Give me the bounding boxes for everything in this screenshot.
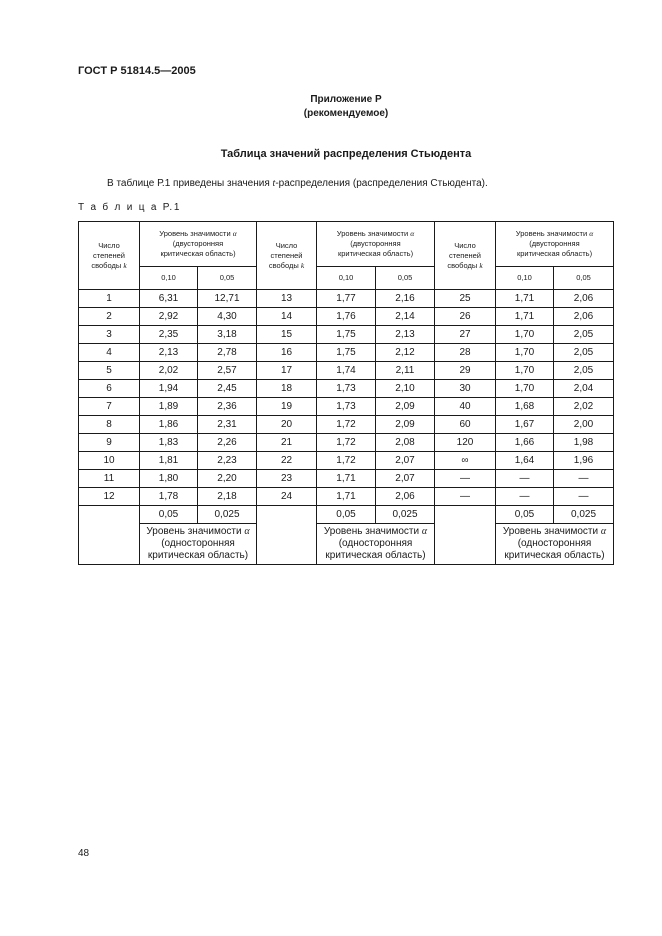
table-cell: 23 (257, 470, 317, 488)
subheader-alpha-010: 0,10 (496, 267, 554, 290)
table-cell: 2,12 (376, 344, 435, 362)
table-cell: — (554, 488, 614, 506)
k-var: k (300, 260, 305, 270)
table-cell: 1,71 (496, 290, 554, 308)
footer-alpha-a: 0,05 (140, 506, 198, 524)
table-cell: 18 (257, 380, 317, 398)
header-degrees-freedom-3 (435, 222, 496, 290)
table-cell: 1 (79, 290, 140, 308)
footer-alpha-a: 0,05 (496, 506, 554, 524)
foot-line3: критическая область) (147, 550, 249, 561)
footer-significance-one-sided (140, 524, 257, 565)
table-cell: 16 (257, 344, 317, 362)
table-cell: 6 (79, 380, 140, 398)
table-cell: 1,96 (554, 452, 614, 470)
level-line1: Уровень значимости (336, 229, 409, 238)
table-cell: 21 (257, 434, 317, 452)
section-title: Таблица значений распределения Стьюдента (220, 148, 472, 160)
table-cell: 2,07 (376, 452, 435, 470)
table-cell: 2,06 (554, 308, 614, 326)
level-line1: Уровень значимости (159, 229, 231, 238)
intro-before: В таблице Р.1 приведены значения (107, 178, 273, 189)
table-cell: 1,75 (317, 326, 376, 344)
table-cell: 2,02 (554, 398, 614, 416)
table-row (79, 362, 614, 380)
table-cell: 40 (435, 398, 496, 416)
table-cell: 1,71 (317, 470, 376, 488)
table-cell: 15 (257, 326, 317, 344)
table-cell: 2,05 (554, 344, 614, 362)
table-row (79, 344, 614, 362)
table-cell: 1,73 (317, 380, 376, 398)
foot-line1: Уровень значимости (146, 526, 242, 537)
k-label-line1: Число (275, 240, 298, 250)
table-row (79, 308, 614, 326)
foot-line3: критическая область) (504, 550, 605, 561)
table-cell: 26 (435, 308, 496, 326)
table-footer-label-row (79, 524, 614, 565)
table-row (79, 470, 614, 488)
k-label-line2: степеней (270, 250, 303, 260)
table-cell: 2,00 (554, 416, 614, 434)
table-cell: 3,18 (198, 326, 257, 344)
footer-empty-cell (79, 506, 140, 565)
table-cell: 2,06 (554, 290, 614, 308)
level-line3: критическая область) (516, 249, 593, 258)
table-cell: 2,08 (376, 434, 435, 452)
table-cell: 1,74 (317, 362, 376, 380)
table-cell: 1,71 (317, 488, 376, 506)
table-cell: 120 (435, 434, 496, 452)
header-significance-two-sided-2 (317, 222, 435, 267)
table-cell: — (435, 470, 496, 488)
table-cell: 60 (435, 416, 496, 434)
table-cell: 11 (79, 470, 140, 488)
page-number: 48 (78, 848, 90, 859)
alpha-symbol: α (589, 229, 594, 238)
table-cell: 1,72 (317, 416, 376, 434)
table-cell: 1,68 (496, 398, 554, 416)
table-cell: 2,92 (140, 308, 198, 326)
footer-significance-one-sided (496, 524, 614, 565)
table-cell: 1,72 (317, 452, 376, 470)
foot-line2: (односторонняя (517, 538, 592, 549)
table-cell: 1,70 (496, 344, 554, 362)
table-cell: 2,35 (140, 326, 198, 344)
table-cell: 4,30 (198, 308, 257, 326)
k-label-line1: Число (454, 240, 476, 250)
table-cell: 1,89 (140, 398, 198, 416)
table-cell: 1,73 (317, 398, 376, 416)
table-cell: 2,14 (376, 308, 435, 326)
header-significance-two-sided-3 (496, 222, 614, 267)
footer-alpha-a: 0,05 (317, 506, 376, 524)
table-cell: 1,94 (140, 380, 198, 398)
level-line3: критическая область) (337, 249, 414, 258)
foot-line2: (односторонняя (338, 538, 413, 549)
table-cell: — (496, 470, 554, 488)
table-cell: 2,20 (198, 470, 257, 488)
table-cell: 2,45 (198, 380, 257, 398)
k-var: k (123, 260, 127, 270)
document-header: ГОСТ Р 51814.5—2005 (78, 65, 196, 77)
header-significance-two-sided-1 (140, 222, 257, 267)
level-line2: (двусторонняя (350, 239, 401, 248)
table-cell: 27 (435, 326, 496, 344)
table-cell: 1,72 (317, 434, 376, 452)
k-label-line2: степеней (92, 250, 125, 260)
table-cell: 2,09 (376, 398, 435, 416)
table-cell: 2,05 (554, 362, 614, 380)
table-cell: 10 (79, 452, 140, 470)
k-label-line3: свободы (447, 260, 478, 270)
table-cell: 2,06 (376, 488, 435, 506)
foot-line1: Уровень значимости (502, 526, 599, 537)
alpha-symbol: α (600, 526, 607, 537)
level-line2: (двусторонняя (172, 239, 224, 248)
table-cell: 1,70 (496, 362, 554, 380)
table-cell: — (435, 488, 496, 506)
table-cell: 1,81 (140, 452, 198, 470)
k-var: k (479, 260, 483, 270)
table-cell: 2,26 (198, 434, 257, 452)
table-cell: 2,09 (376, 416, 435, 434)
table-cell: 2 (79, 308, 140, 326)
appendix-heading (15, 93, 662, 121)
table-cell: 9 (79, 434, 140, 452)
alpha-symbol: α (244, 526, 250, 537)
table-body (79, 222, 614, 565)
intro-paragraph (107, 178, 488, 189)
table-cell: 1,80 (140, 470, 198, 488)
table-caption: Т а б л и ц а Р.1 (78, 202, 182, 213)
table-cell: 19 (257, 398, 317, 416)
table-cell: 24 (257, 488, 317, 506)
table-cell: 25 (435, 290, 496, 308)
table-row (79, 434, 614, 452)
table-header-row (79, 222, 614, 267)
table-cell: 2,02 (140, 362, 198, 380)
table-cell: 5 (79, 362, 140, 380)
table-cell: 2,07 (376, 470, 435, 488)
table-cell: 20 (257, 416, 317, 434)
table-cell: 1,66 (496, 434, 554, 452)
table-cell: 1,77 (317, 290, 376, 308)
appendix-note: (рекомендуемое) (303, 108, 389, 119)
k-label-line3: свободы (91, 260, 122, 270)
table-cell: 2,10 (376, 380, 435, 398)
table-cell: 1,78 (140, 488, 198, 506)
footer-empty-cell (257, 506, 317, 565)
table-cell: 12,71 (198, 290, 257, 308)
footer-empty-cell (435, 506, 496, 565)
level-line3: критическая область) (160, 249, 236, 258)
table-cell: 29 (435, 362, 496, 380)
foot-line3: критическая область) (325, 550, 426, 561)
table-row (79, 452, 614, 470)
table-cell: 1,83 (140, 434, 198, 452)
footer-alpha-b: 0,025 (554, 506, 614, 524)
intro-after: -распределения (распределения Стьюдента). (275, 178, 488, 189)
table-cell: 1,75 (317, 344, 376, 362)
table-row (79, 326, 614, 344)
table-cell: 8 (79, 416, 140, 434)
table-cell: 12 (79, 488, 140, 506)
table-cell: 2,13 (140, 344, 198, 362)
table-cell: ∞ (435, 452, 496, 470)
subheader-alpha-010: 0,10 (140, 267, 198, 290)
table-cell: — (554, 470, 614, 488)
table-cell: 1,98 (554, 434, 614, 452)
table-cell: 1,64 (496, 452, 554, 470)
alpha-symbol: α (232, 229, 237, 238)
level-line1: Уровень значимости (515, 229, 588, 238)
table-cell: 6,31 (140, 290, 198, 308)
k-label-line2: степеней (448, 250, 481, 260)
table-cell: 4 (79, 344, 140, 362)
table-cell: 1,86 (140, 416, 198, 434)
table-cell: 2,23 (198, 452, 257, 470)
table-cell: 13 (257, 290, 317, 308)
table-row (79, 290, 614, 308)
level-line2: (двусторонняя (529, 239, 580, 248)
subheader-alpha-005: 0,05 (376, 267, 435, 290)
table-cell: 14 (257, 308, 317, 326)
foot-line2: (односторонняя (161, 538, 235, 549)
table-cell: 1,71 (496, 308, 554, 326)
table-cell: 17 (257, 362, 317, 380)
foot-line1: Уровень значимости (323, 526, 420, 537)
k-label-line1: Число (98, 240, 120, 250)
table-cell: 2,11 (376, 362, 435, 380)
subheader-alpha-010: 0,10 (317, 267, 376, 290)
table-cell: 2,57 (198, 362, 257, 380)
header-degrees-freedom-2 (257, 222, 317, 290)
table-cell: 2,16 (376, 290, 435, 308)
table-cell: 1,76 (317, 308, 376, 326)
table-row (79, 488, 614, 506)
table-row (79, 416, 614, 434)
table-cell: 30 (435, 380, 496, 398)
k-label-line3: свободы (268, 260, 299, 270)
student-t-table (78, 221, 614, 565)
table-cell: — (496, 488, 554, 506)
alpha-symbol: α (421, 526, 428, 537)
table-cell: 2,36 (198, 398, 257, 416)
table-cell: 1,67 (496, 416, 554, 434)
table-cell: 2,31 (198, 416, 257, 434)
header-degrees-freedom-1 (79, 222, 140, 290)
table-cell: 28 (435, 344, 496, 362)
intro-var: t (272, 178, 276, 189)
table-row (79, 380, 614, 398)
table-row (79, 398, 614, 416)
footer-alpha-b: 0,025 (376, 506, 435, 524)
subheader-alpha-005: 0,05 (198, 267, 257, 290)
appendix-title: Приложение Р (310, 94, 382, 105)
alpha-symbol: α (410, 229, 415, 238)
footer-significance-one-sided (317, 524, 435, 565)
table-cell: 1,70 (496, 380, 554, 398)
table-cell: 2,04 (554, 380, 614, 398)
table-footer-values-row (79, 506, 614, 524)
table-cell: 2,18 (198, 488, 257, 506)
table-subheader-row (79, 267, 614, 290)
table-cell: 2,78 (198, 344, 257, 362)
table-cell: 7 (79, 398, 140, 416)
table-cell: 22 (257, 452, 317, 470)
table-cell: 2,05 (554, 326, 614, 344)
footer-alpha-b: 0,025 (198, 506, 257, 524)
table-cell: 1,70 (496, 326, 554, 344)
table-cell: 3 (79, 326, 140, 344)
subheader-alpha-005: 0,05 (554, 267, 614, 290)
table-cell: 2,13 (376, 326, 435, 344)
